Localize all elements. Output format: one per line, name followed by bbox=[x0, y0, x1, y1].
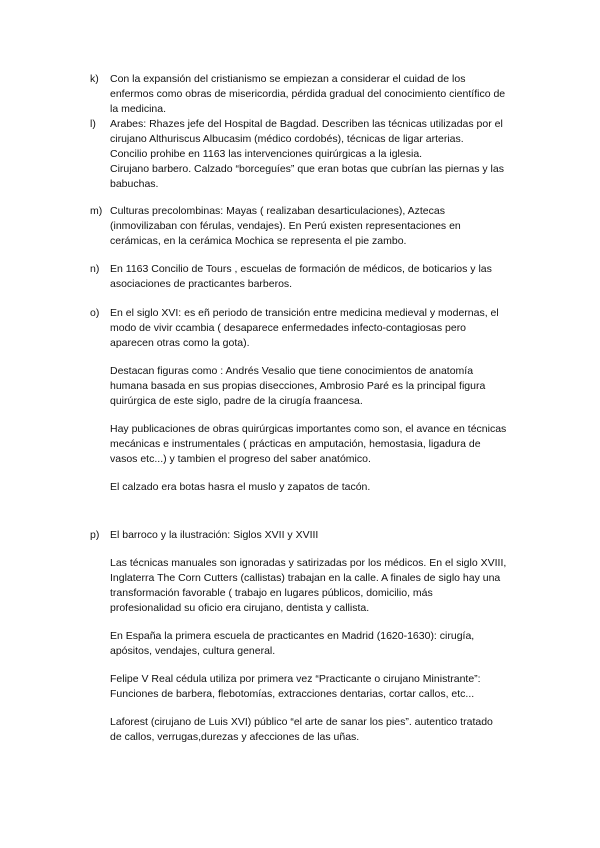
text-line: El barroco y la ilustración: Siglos XVII y XVIII bbox=[110, 529, 319, 541]
item-letter: p) bbox=[90, 529, 100, 541]
text-line: Felipe V Real cédula utiliza por primera vez “Practicante o cirujano Ministrante”: bbox=[110, 673, 481, 685]
text-line: quirúrgica de este siglo, padre de la cirugía fraancesa. bbox=[110, 395, 363, 407]
text-line: En España la primera escuela de practicantes en Madrid (1620-1630): cirugía, bbox=[110, 630, 475, 642]
text-line: Las técnicas manuales son ignoradas y satirizadas por los médicos. En el siglo XVIII, bbox=[110, 557, 507, 569]
item-letter: n) bbox=[90, 263, 100, 275]
text-line: mecánicas e instrumentales ( prácticas en amputación, hemostasia, ligadura de bbox=[110, 438, 481, 450]
text-line: cirujano Althuriscus Albucasim (médico cordobés), técnicas de ligar arterias. bbox=[110, 133, 464, 145]
section-heading bbox=[110, 528, 530, 543]
text-line: asociaciones de practicantes barberos. bbox=[110, 278, 293, 290]
list-item-p bbox=[90, 528, 530, 745]
paragraph bbox=[110, 480, 530, 495]
text-line: Concilio prohibe en 1163 las intervenciones quirúrgicas a la iglesia. bbox=[110, 148, 423, 160]
paragraph bbox=[110, 364, 530, 409]
text-line: modo de vivir ccambia ( desaparece enfermedades infecto-contagiosas pero bbox=[110, 322, 467, 334]
item-body bbox=[110, 72, 530, 117]
text-line: Cirujano barbero. Calzado “borceguíes” que eran botas que cubrían las piernas y las bbox=[110, 163, 504, 175]
paragraph bbox=[110, 306, 530, 351]
list-item-n bbox=[90, 262, 530, 292]
item-body bbox=[110, 117, 530, 192]
text-line: aparecen otras como la gota). bbox=[110, 337, 250, 349]
text-line: humana basada en sus propias disecciones, Ambrosio Paré es la principal figura bbox=[110, 380, 486, 392]
text-line: Inglaterra The Corn Cutters (callistas) trabajan en la calle. A finales de siglo hay una bbox=[110, 572, 501, 584]
text-line: profesionalidad su oficio era cirujano, dentista y callista. bbox=[110, 602, 370, 614]
item-letter: k) bbox=[90, 73, 99, 85]
paragraph bbox=[110, 117, 530, 192]
text-line: Hay publicaciones de obras quirúrgicas importantes como son, el avance en técnicas bbox=[110, 423, 507, 435]
text-line: Destacan figuras como : Andrés Vesalio que tiene conocimientos de anatomía bbox=[110, 365, 474, 377]
paragraph bbox=[110, 672, 530, 702]
text-line: En el siglo XVI: es eñ periodo de transición entre medicina medieval y modernas, el bbox=[110, 307, 499, 319]
text-line: (inmovilizaban con férulas, vendajes). En Perú existen representaciones en bbox=[110, 220, 461, 232]
text-line: transformación favorable ( trabajo en lugares públicos, domicilio, más bbox=[110, 587, 433, 599]
paragraph bbox=[110, 204, 530, 249]
item-letter: o) bbox=[90, 307, 100, 319]
paragraph bbox=[110, 262, 530, 292]
text-line: vasos etc...) y tambien el progreso del saber anatómico. bbox=[110, 453, 371, 465]
text-line: Culturas precolombinas: Mayas ( realizaban desarticulaciones), Aztecas bbox=[110, 205, 445, 217]
item-body bbox=[110, 528, 530, 745]
item-body bbox=[110, 262, 530, 292]
text-line: Laforest (cirujano de Luis XVI) público “el arte de sanar los pies”. autentico tratado bbox=[110, 716, 493, 728]
list-item-m bbox=[90, 204, 530, 249]
item-letter: m) bbox=[90, 205, 103, 217]
text-line: enfermos como obras de misericordia, pérdida gradual del conocimiento científico de bbox=[110, 88, 506, 100]
paragraph bbox=[110, 72, 530, 117]
paragraph bbox=[110, 715, 530, 745]
paragraph bbox=[110, 556, 530, 616]
item-letter: l) bbox=[90, 118, 96, 130]
list-item-o bbox=[90, 306, 530, 495]
text-line: Funciones de barbera, flebotomías, extracciones dentarias, cortar callos, etc... bbox=[110, 688, 475, 700]
paragraph bbox=[110, 629, 530, 659]
item-body bbox=[110, 306, 530, 495]
text-line: Con la expansión del cristianismo se empiezan a considerar el cuidad de los bbox=[110, 73, 466, 85]
text-line: apósitos, vendajes, cultura general. bbox=[110, 645, 276, 657]
text-line: la medicina. bbox=[110, 103, 167, 115]
text-line: El calzado era botas hasra el muslo y zapatos de tacón. bbox=[110, 481, 371, 493]
text-line: de callos, verrugas,durezas y afecciones de las uñas. bbox=[110, 731, 360, 743]
list-item-l bbox=[90, 117, 530, 192]
text-line: cerámicas, en la cerámica Mochica se representa el pie zambo. bbox=[110, 235, 407, 247]
item-body bbox=[110, 204, 530, 249]
text-line: babuchas. bbox=[110, 178, 159, 190]
list-item-k bbox=[90, 72, 530, 117]
paragraph bbox=[110, 422, 530, 467]
text-line: Arabes: Rhazes jefe del Hospital de Bagdad. Describen las técnicas utilizadas por el bbox=[110, 118, 503, 130]
text-line: En 1163 Concilio de Tours , escuelas de formación de médicos, de boticarios y las bbox=[110, 263, 492, 275]
